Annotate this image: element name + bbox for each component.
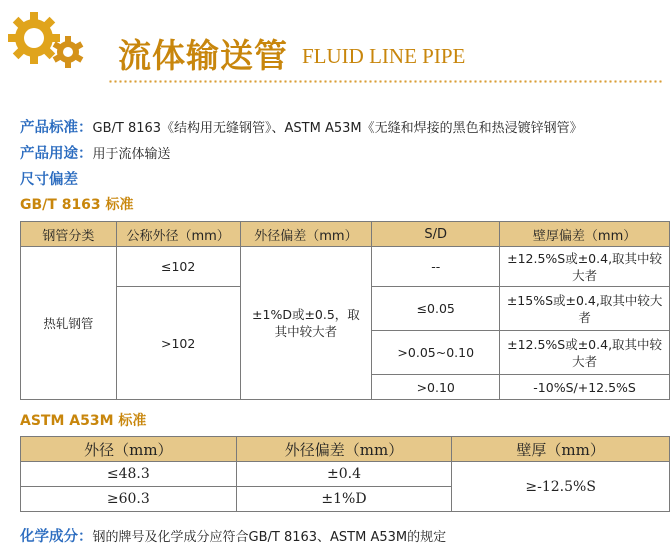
table-row [21, 462, 670, 487]
chemical-label: 化学成分： [20, 529, 93, 545]
wall-tolerance-cell: ±12.5%S或±0.4,取其中较大者 [500, 331, 670, 375]
product-standard-value: GB/T 8163《结构用无缝钢管》、ASTM A53M《无缝和焊接的黑色和热浸镀锌钢管》 [92, 121, 583, 136]
od-tolerance-cell: ±1%D或±0.5，取其中较大者 [240, 247, 372, 400]
page-title: 流体输送管 [118, 36, 288, 75]
od-tolerance-cell: ±0.4 [236, 462, 452, 487]
table-row [21, 247, 670, 287]
sd-cell: >0.10 [372, 375, 500, 400]
header-cell: 钢管分类 [21, 222, 117, 247]
wall-tolerance-cell: ±12.5%S或±0.4,取其中较大者 [500, 247, 670, 287]
gear-icon-large [8, 12, 60, 64]
page-header [0, 0, 672, 96]
od-cell: >102 [116, 287, 240, 400]
product-use-label: 产品用途： [20, 146, 93, 162]
product-standard-line [20, 116, 583, 137]
gb-tolerance-table [20, 221, 670, 400]
table-header-row [21, 437, 670, 462]
dotted-divider [108, 80, 664, 83]
gb-standard-heading [20, 194, 134, 214]
product-use-line [20, 142, 171, 163]
header-cell: 外径偏差（mm） [240, 222, 372, 247]
size-tolerance-heading [20, 168, 78, 189]
header-cell: 壁厚偏差（mm） [500, 222, 670, 247]
od-cell: ≥60.3 [21, 487, 237, 512]
product-standard-label: 产品标准： [20, 120, 93, 136]
product-use-value: 用于流体输送 [92, 147, 171, 162]
header-cell: 外径（mm） [21, 437, 237, 462]
chemical-line [20, 525, 446, 546]
gears-icon [4, 12, 100, 72]
page-title-en: FLUID LINE PIPE [302, 44, 466, 68]
header-cell: 壁厚（mm） [452, 437, 670, 462]
sd-cell: >0.05~0.10 [372, 331, 500, 375]
header-cell: 公称外径（mm） [116, 222, 240, 247]
header-cell: S/D [372, 222, 500, 247]
table-header-row [21, 222, 670, 247]
od-tolerance-cell: ±1%D [236, 487, 452, 512]
gb-standard-title: GB/T 8163 标准 [20, 197, 134, 213]
astm-standard-title: ASTM A53M 标准 [20, 413, 147, 429]
od-cell: ≤102 [116, 247, 240, 287]
wall-tolerance-cell: ±15%S或±0.4,取其中较大者 [500, 287, 670, 331]
header-cell: 外径偏差（mm） [236, 437, 452, 462]
sd-cell: -- [372, 247, 500, 287]
od-cell: ≤48.3 [21, 462, 237, 487]
astm-tolerance-table [20, 436, 670, 512]
wall-cell: ≥-12.5%S [452, 462, 670, 512]
size-tolerance-label: 尺寸偏差 [20, 172, 78, 188]
astm-standard-heading [20, 410, 146, 430]
wall-tolerance-cell: -10%S/+12.5%S [500, 375, 670, 400]
sd-cell: ≤0.05 [372, 287, 500, 331]
category-cell: 热轧钢管 [21, 247, 117, 400]
chemical-value: 钢的牌号及化学成分应符合GB/T 8163、ASTM A53M的规定 [92, 530, 447, 545]
